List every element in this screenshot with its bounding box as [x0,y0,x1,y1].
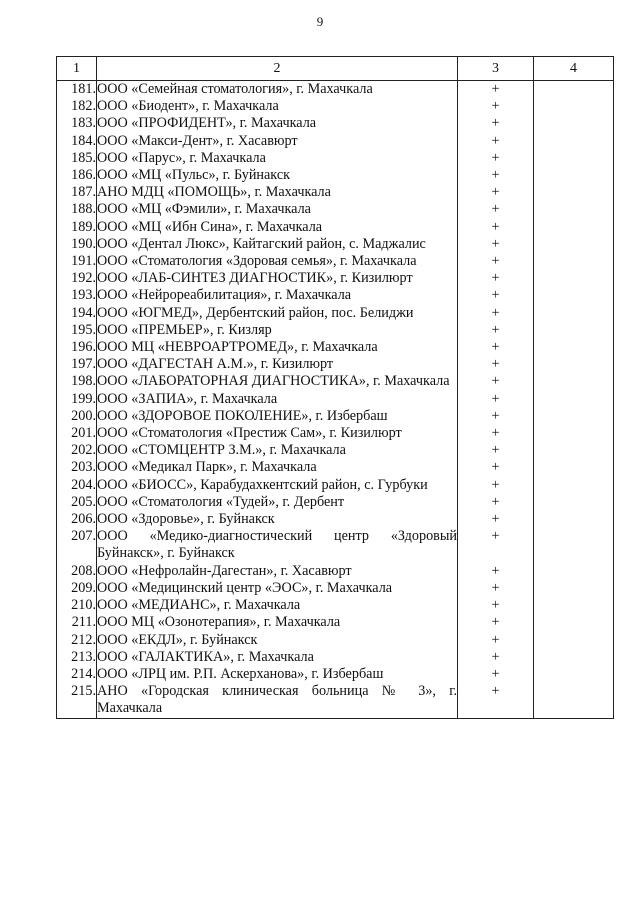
row-mark: + [458,597,534,614]
row-extra [534,305,614,322]
organization-name: ООО «Нейрореабилитация», г. Махачкала [97,287,458,304]
row-number: 209. [57,580,97,597]
table-row [57,528,614,562]
organization-name: ООО «Медицинский центр «ЭОС», г. Махачкала [97,580,458,597]
organization-name: ООО «ЗДОРОВОЕ ПОКОЛЕНИЕ», г. Избербаш [97,408,458,425]
row-extra [534,666,614,683]
row-extra [534,683,614,718]
row-mark: + [458,425,534,442]
row-mark: + [458,528,534,562]
row-extra [534,494,614,511]
row-mark: + [458,614,534,631]
organization-name: ООО «Нефролайн-Дагестан», г. Хасавюрт [97,563,458,580]
row-number: 210. [57,597,97,614]
row-extra [534,133,614,150]
table-row [57,649,614,666]
organization-name: ООО «Дентал Люкс», Кайтагский район, с. Маджалис [97,236,458,253]
organization-name: ООО «БИОСС», Карабудахкентский район, с. Гурбуки [97,477,458,494]
row-number: 182. [57,98,97,115]
row-number: 207. [57,528,97,562]
row-mark: + [458,305,534,322]
organization-name: ООО МЦ «НЕВРОАРТРОМЕД», г. Махачкала [97,339,458,356]
organization-name: ООО «Медико-диагностический центр «Здоровый Буйнакск», г. Буйнакск [97,528,457,562]
row-extra [534,373,614,390]
table-body [57,81,614,719]
organization-name: ООО «Стоматология «Престиж Сам», г. Кизилюрт [97,425,458,442]
row-number: 185. [57,150,97,167]
row-number: 192. [57,270,97,287]
table-row [57,494,614,511]
row-mark: + [458,115,534,132]
table-header-row [57,57,614,81]
organization-name: ООО «Стоматология «Тудей», г. Дербент [97,494,458,511]
row-extra [534,150,614,167]
table-row [57,133,614,150]
row-extra [534,442,614,459]
table-row [57,253,614,270]
table-row [57,287,614,304]
row-number: 193. [57,287,97,304]
row-mark: + [458,167,534,184]
row-extra [534,115,614,132]
row-extra [534,408,614,425]
row-mark: + [458,98,534,115]
row-number: 194. [57,305,97,322]
organization-name: ООО «МЦ «Фэмили», г. Махачкала [97,201,458,218]
row-mark: + [458,563,534,580]
row-extra [534,528,614,562]
row-number: 190. [57,236,97,253]
table-row [57,477,614,494]
table-row [57,683,614,718]
row-extra [534,98,614,115]
table-row [57,270,614,287]
row-mark: + [458,477,534,494]
row-number: 184. [57,133,97,150]
row-mark: + [458,339,534,356]
column-header-name: 2 [97,57,458,81]
page-number: 9 [316,14,324,29]
row-number: 202. [57,442,97,459]
table-row [57,632,614,649]
row-extra [534,184,614,201]
row-extra [534,81,614,99]
row-mark: + [458,580,534,597]
table-row [57,408,614,425]
row-extra [534,632,614,649]
row-extra [534,236,614,253]
column-header-extra: 4 [534,57,614,81]
table-row [57,81,614,99]
table-row [57,219,614,236]
organization-name: ООО «МЕДИАНС», г. Махачкала [97,597,458,614]
row-number: 205. [57,494,97,511]
table-row [57,356,614,373]
table-row [57,150,614,167]
organization-name: ООО «Парус», г. Махачкала [97,150,458,167]
row-mark: + [458,408,534,425]
row-extra [534,649,614,666]
organization-name: ООО «Здоровье», г. Буйнакск [97,511,458,528]
row-extra [534,511,614,528]
table-row [57,614,614,631]
column-header-mark: 3 [458,57,534,81]
row-mark: + [458,270,534,287]
row-number: 196. [57,339,97,356]
row-number: 197. [57,356,97,373]
organization-name: АНО МДЦ «ПОМОЩЬ», г. Махачкала [97,184,458,201]
organization-name: ООО «Стоматология «Здоровая семья», г. Махачкала [97,253,458,270]
row-extra [534,219,614,236]
row-extra [534,253,614,270]
organization-name: ООО «ЕКДЛ», г. Буйнакск [97,632,458,649]
table-row [57,580,614,597]
row-extra [534,270,614,287]
organization-name: ООО «ПРОФИДЕНТ», г. Махачкала [97,115,458,132]
table-row [57,322,614,339]
row-number: 195. [57,322,97,339]
row-number: 191. [57,253,97,270]
row-number: 211. [57,614,97,631]
row-mark: + [458,391,534,408]
row-mark: + [458,133,534,150]
row-number: 206. [57,511,97,528]
row-extra [534,597,614,614]
row-number: 214. [57,666,97,683]
row-mark: + [458,666,534,683]
row-number: 189. [57,219,97,236]
row-number: 204. [57,477,97,494]
organization-name: ООО «МЦ «Ибн Сина», г. Махачкала [97,219,458,236]
organization-name: ООО «ЛРЦ им. Р.П. Аскерханова», г. Избербаш [97,666,458,683]
row-mark: + [458,81,534,99]
organization-name: ООО «Медикал Парк», г. Махачкала [97,459,458,476]
column-header-number: 1 [57,57,97,81]
table-row [57,511,614,528]
row-mark: + [458,494,534,511]
row-extra [534,580,614,597]
table-row [57,425,614,442]
table-row [57,184,614,201]
row-extra [534,425,614,442]
row-mark: + [458,442,534,459]
organization-name: ООО МЦ «Озонотерапия», г. Махачкала [97,614,458,631]
organization-name: ООО «Семейная стоматология», г. Махачкала [97,81,458,99]
row-mark: + [458,373,534,390]
organization-name: ООО «ГАЛАКТИКА», г. Махачкала [97,649,458,666]
row-number: 213. [57,649,97,666]
row-mark: + [458,219,534,236]
row-extra [534,339,614,356]
table-row [57,597,614,614]
row-extra [534,167,614,184]
row-extra [534,459,614,476]
row-number: 187. [57,184,97,201]
organizations-table [56,56,614,719]
row-number: 188. [57,201,97,218]
row-extra [534,614,614,631]
row-mark: + [458,150,534,167]
row-mark: + [458,184,534,201]
organization-name: ООО «ПРЕМЬЕР», г. Кизляр [97,322,458,339]
row-mark: + [458,356,534,373]
row-number: 200. [57,408,97,425]
organization-name: ООО «ЮГМЕД», Дербентский район, пос. Белиджи [97,305,458,322]
row-extra [534,287,614,304]
row-mark: + [458,649,534,666]
table-row [57,391,614,408]
row-mark: + [458,459,534,476]
organization-name: ООО «Макси-Дент», г. Хасавюрт [97,133,458,150]
table-row [57,459,614,476]
table-row [57,305,614,322]
table-row [57,236,614,253]
organization-name: ООО «ЗАПИА», г. Махачкала [97,391,458,408]
row-number: 199. [57,391,97,408]
row-extra [534,391,614,408]
row-mark: + [458,201,534,218]
row-number: 183. [57,115,97,132]
row-mark: + [458,322,534,339]
row-number: 186. [57,167,97,184]
table-row [57,115,614,132]
row-number: 203. [57,459,97,476]
row-mark: + [458,632,534,649]
row-number: 201. [57,425,97,442]
table-row [57,442,614,459]
table-row [57,373,614,390]
row-number: 198. [57,373,97,390]
organization-name: АНО «Городская клиническая больница № 3», г. Махачкала [97,683,457,717]
row-extra [534,477,614,494]
row-number: 208. [57,563,97,580]
row-mark: + [458,683,534,718]
row-extra [534,563,614,580]
row-mark: + [458,236,534,253]
row-extra [534,201,614,218]
table-row [57,563,614,580]
organization-name: ООО «Биодент», г. Махачкала [97,98,458,115]
row-mark: + [458,287,534,304]
row-extra [534,356,614,373]
row-number: 212. [57,632,97,649]
row-number: 215. [57,683,97,718]
table-row [57,98,614,115]
table-row [57,666,614,683]
organization-name: ООО «ДАГЕСТАН А.М.», г. Кизилюрт [97,356,458,373]
table-row [57,167,614,184]
table-row [57,201,614,218]
organization-name: ООО «СТОМЦЕНТР З.М.», г. Махачкала [97,442,458,459]
row-number: 181. [57,81,97,99]
row-mark: + [458,511,534,528]
organization-name: ООО «МЦ «Пульс», г. Буйнакск [97,167,458,184]
row-extra [534,322,614,339]
organization-name: ООО «ЛАБ-СИНТЕЗ ДИАГНОСТИК», г. Кизилюрт [97,270,458,287]
organization-name: ООО «ЛАБОРАТОРНАЯ ДИАГНОСТИКА», г. Махачкала [97,373,458,390]
row-mark: + [458,253,534,270]
table-row [57,339,614,356]
